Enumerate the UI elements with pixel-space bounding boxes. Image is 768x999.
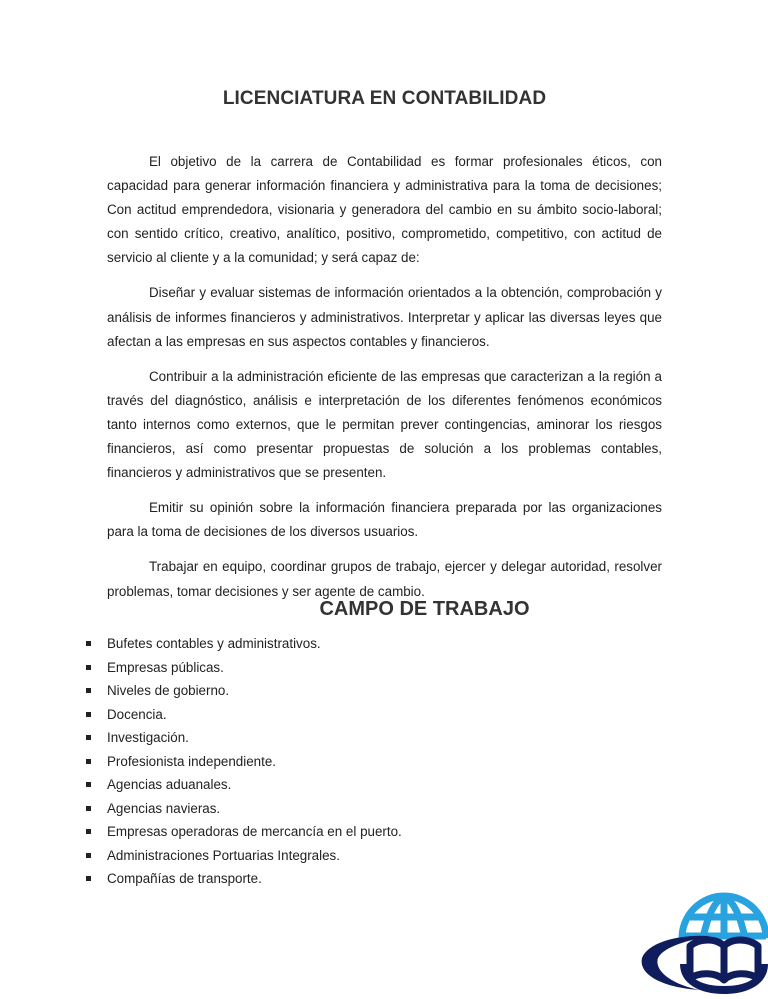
bullet-icon bbox=[86, 688, 91, 693]
list-item bbox=[107, 773, 667, 797]
list-item-text: Empresas operadoras de mercancía en el puerto. bbox=[107, 824, 402, 839]
work-field-list bbox=[107, 632, 667, 891]
bullet-icon bbox=[86, 853, 91, 858]
list-item-text: Compañías de transporte. bbox=[107, 871, 262, 886]
list-item-text: Docencia. bbox=[107, 706, 167, 722]
bullet-icon bbox=[86, 759, 91, 764]
list-item-text: Administraciones Portuarias Integrales. bbox=[107, 847, 340, 863]
bullet-icon bbox=[86, 876, 91, 881]
bullet-icon bbox=[86, 665, 91, 670]
paragraph-objective: El objetivo de la carrera de Contabilidad es formar profesionales éticos, con capacidad para generar información financiera y administrativa para la toma de decisiones; Con actitud emprendedora, visionaria y generadora del cambio en su ámbito socio-laboral; con sentido crítico, creativo, analítico, positivo, comprometido, competitivo, con actitud de servicio al cliente y a la comunidad; y será capaz de: bbox=[107, 154, 662, 266]
description-section bbox=[107, 150, 662, 615]
list-item bbox=[107, 703, 667, 727]
globe-book-logo-icon bbox=[640, 880, 768, 994]
list-item bbox=[107, 797, 667, 821]
paragraph-design: Diseñar y evaluar sistemas de información orientados a la obtención, comprobación y análisis de informes financieros y administrativos. Interpretar y aplicar las diversas leyes que afectan a las empresas en sus aspectos contables y financieros. bbox=[107, 285, 662, 349]
bullet-icon bbox=[86, 712, 91, 717]
page-title: LICENCIATURA EN CONTABILIDAD bbox=[222, 88, 547, 109]
bullet-icon bbox=[86, 829, 91, 834]
bullet-icon bbox=[86, 806, 91, 811]
paragraph-opinion: Emitir su opinión sobre la información financiera preparada por las organizaciones para la toma de decisiones de los diversos usuarios. bbox=[107, 500, 662, 540]
bullet-icon bbox=[86, 735, 91, 740]
list-item-text: Bufetes contables y administrativos. bbox=[107, 636, 321, 651]
list-item bbox=[107, 726, 667, 750]
list-item-text: Profesionista independiente. bbox=[107, 753, 276, 769]
bullet-icon bbox=[86, 641, 91, 646]
list-item-text: Agencias aduanales. bbox=[107, 777, 232, 792]
list-item bbox=[107, 656, 667, 680]
list-item bbox=[107, 844, 667, 868]
list-item-text: Niveles de gobierno. bbox=[107, 683, 230, 698]
list-item bbox=[107, 820, 667, 844]
list-item bbox=[107, 679, 667, 703]
list-item bbox=[107, 867, 667, 891]
list-item-text: Agencias navieras. bbox=[107, 800, 221, 816]
bullet-icon bbox=[86, 782, 91, 787]
list-item bbox=[107, 750, 667, 774]
section-title: CAMPO DE TRABAJO bbox=[319, 598, 530, 620]
list-item-text: Investigación. bbox=[107, 730, 189, 745]
list-item bbox=[107, 632, 667, 656]
paragraph-contribute: Contribuir a la administración eficiente de las empresas que caracterizan a la región a través del diagnóstico, análisis e interpretación de los diferentes fenómenos económicos tanto internos como externos, que le permitan prever contingencias, aminorar los riesgos financieros, así como presentar propuestas de solución a los problemas contables, financieros y administrativos que se presenten. bbox=[107, 368, 662, 481]
paragraph-teamwork: Trabajar en equipo, coordinar grupos de trabajo, ejercer y delegar autoridad, resolver problemas, tomar decisiones y ser agente de cambio. bbox=[107, 559, 662, 599]
list-item-text: Empresas públicas. bbox=[107, 659, 224, 675]
